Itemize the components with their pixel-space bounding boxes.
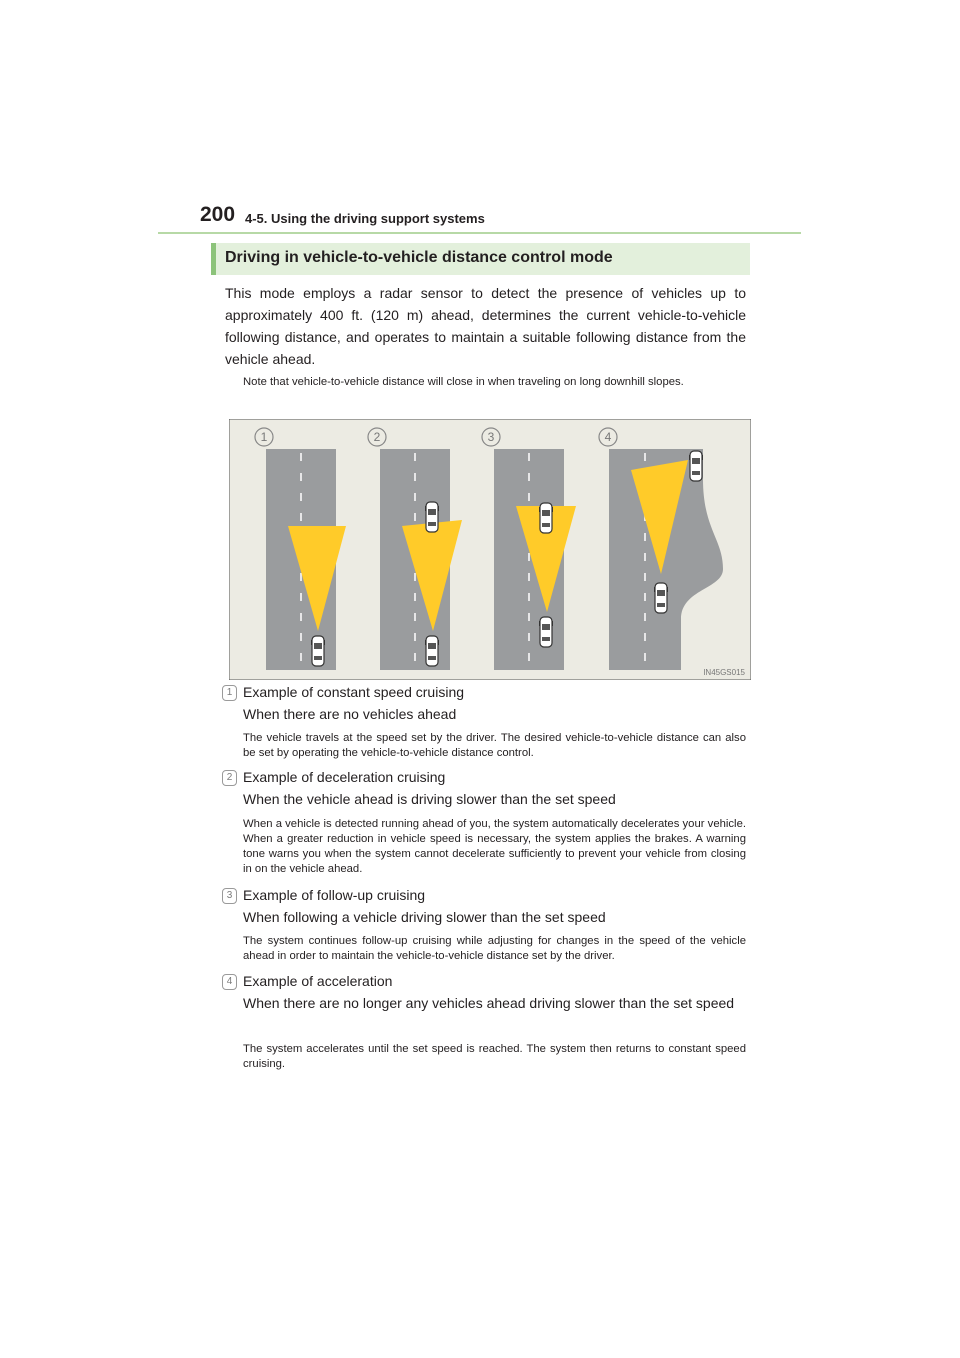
own-vehicle-3 bbox=[539, 617, 553, 647]
item-title-4-line-1: Example of acceleration bbox=[243, 973, 393, 989]
figure-code: IN45GS015 bbox=[703, 668, 745, 677]
own-vehicle-1 bbox=[311, 636, 325, 666]
item-title-4-line-2: When there are no longer any vehicles ahead driving slower than the set speed bbox=[243, 995, 735, 1011]
item-title-2 bbox=[243, 766, 746, 810]
item-title-2-line-1: Example of deceleration cruising bbox=[243, 769, 446, 785]
page-number: 200 bbox=[200, 203, 236, 226]
item-number-2: 2 bbox=[222, 770, 237, 786]
intro-paragraph: This mode employs a radar sensor to detect the presence of vehicles up to approximately 400 ft. (120 m) ahead, determines the current vehicle-to-vehicle following distance, and operates to maintain a suitable following distance from the vehicle ahead. bbox=[225, 285, 746, 367]
item-title-3 bbox=[243, 884, 746, 928]
item-desc-2: When a vehicle is detected running ahead of you, the system automatically decelerates your vehicle. When a greater reduction in vehicle speed is necessary, the system applies the brakes. A warning tone warns you when the system cannot decelerate sufficiently to prevent your vehicle from closing in on the vehicle ahead. bbox=[243, 818, 746, 875]
vehicle-ahead-3 bbox=[539, 503, 553, 533]
header-rule bbox=[158, 232, 801, 234]
section-title: 4-5. Using the driving support systems bbox=[245, 211, 485, 226]
note-paragraph: Note that vehicle-to-vehicle distance will close in when traveling on long downhill slopes. bbox=[243, 376, 684, 388]
label-1: 1 bbox=[260, 430, 268, 444]
item-title-4 bbox=[243, 970, 746, 1014]
item-title-1 bbox=[243, 681, 746, 725]
item-title-1-line-2: When there are no vehicles ahead bbox=[243, 706, 457, 722]
panel-2 bbox=[368, 428, 462, 670]
label-4: 4 bbox=[604, 430, 612, 444]
label-3: 3 bbox=[487, 430, 495, 444]
own-vehicle-2 bbox=[425, 636, 439, 666]
cruise-diagram bbox=[229, 419, 751, 680]
heading-text: Driving in vehicle-to-vehicle distance control mode bbox=[225, 249, 613, 266]
item-number-3: 3 bbox=[222, 888, 237, 904]
vehicle-ahead-2 bbox=[425, 502, 439, 532]
item-desc-1: The vehicle travels at the speed set by the driver. The desired vehicle-to-vehicle distance can also be set by operating the vehicle-to-vehicle distance control. bbox=[243, 732, 746, 759]
item-number-4: 4 bbox=[222, 974, 237, 990]
item-title-2-line-2: When the vehicle ahead is driving slower than the set speed bbox=[243, 791, 616, 807]
vehicle-ahead-4 bbox=[689, 451, 703, 481]
own-vehicle-4 bbox=[654, 583, 668, 613]
item-number-1: 1 bbox=[222, 685, 237, 701]
item-desc-3: The system continues follow-up cruising while adjusting for changes in the speed of the vehicle ahead in order to maintain the vehicle-to-vehicle distance set by the driver. bbox=[243, 935, 746, 962]
label-2: 2 bbox=[373, 430, 381, 444]
panel-3 bbox=[482, 428, 576, 670]
item-title-1-line-1: Example of constant speed cruising bbox=[243, 684, 465, 700]
item-title-3-line-2: When following a vehicle driving slower than the set speed bbox=[243, 909, 606, 925]
item-title-3-line-1: Example of follow-up cruising bbox=[243, 887, 426, 903]
panel-1 bbox=[255, 428, 346, 670]
item-desc-4: The system accelerates until the set speed is reached. The system then returns to constant speed cruising. bbox=[243, 1043, 746, 1070]
heading-bar bbox=[211, 243, 750, 275]
